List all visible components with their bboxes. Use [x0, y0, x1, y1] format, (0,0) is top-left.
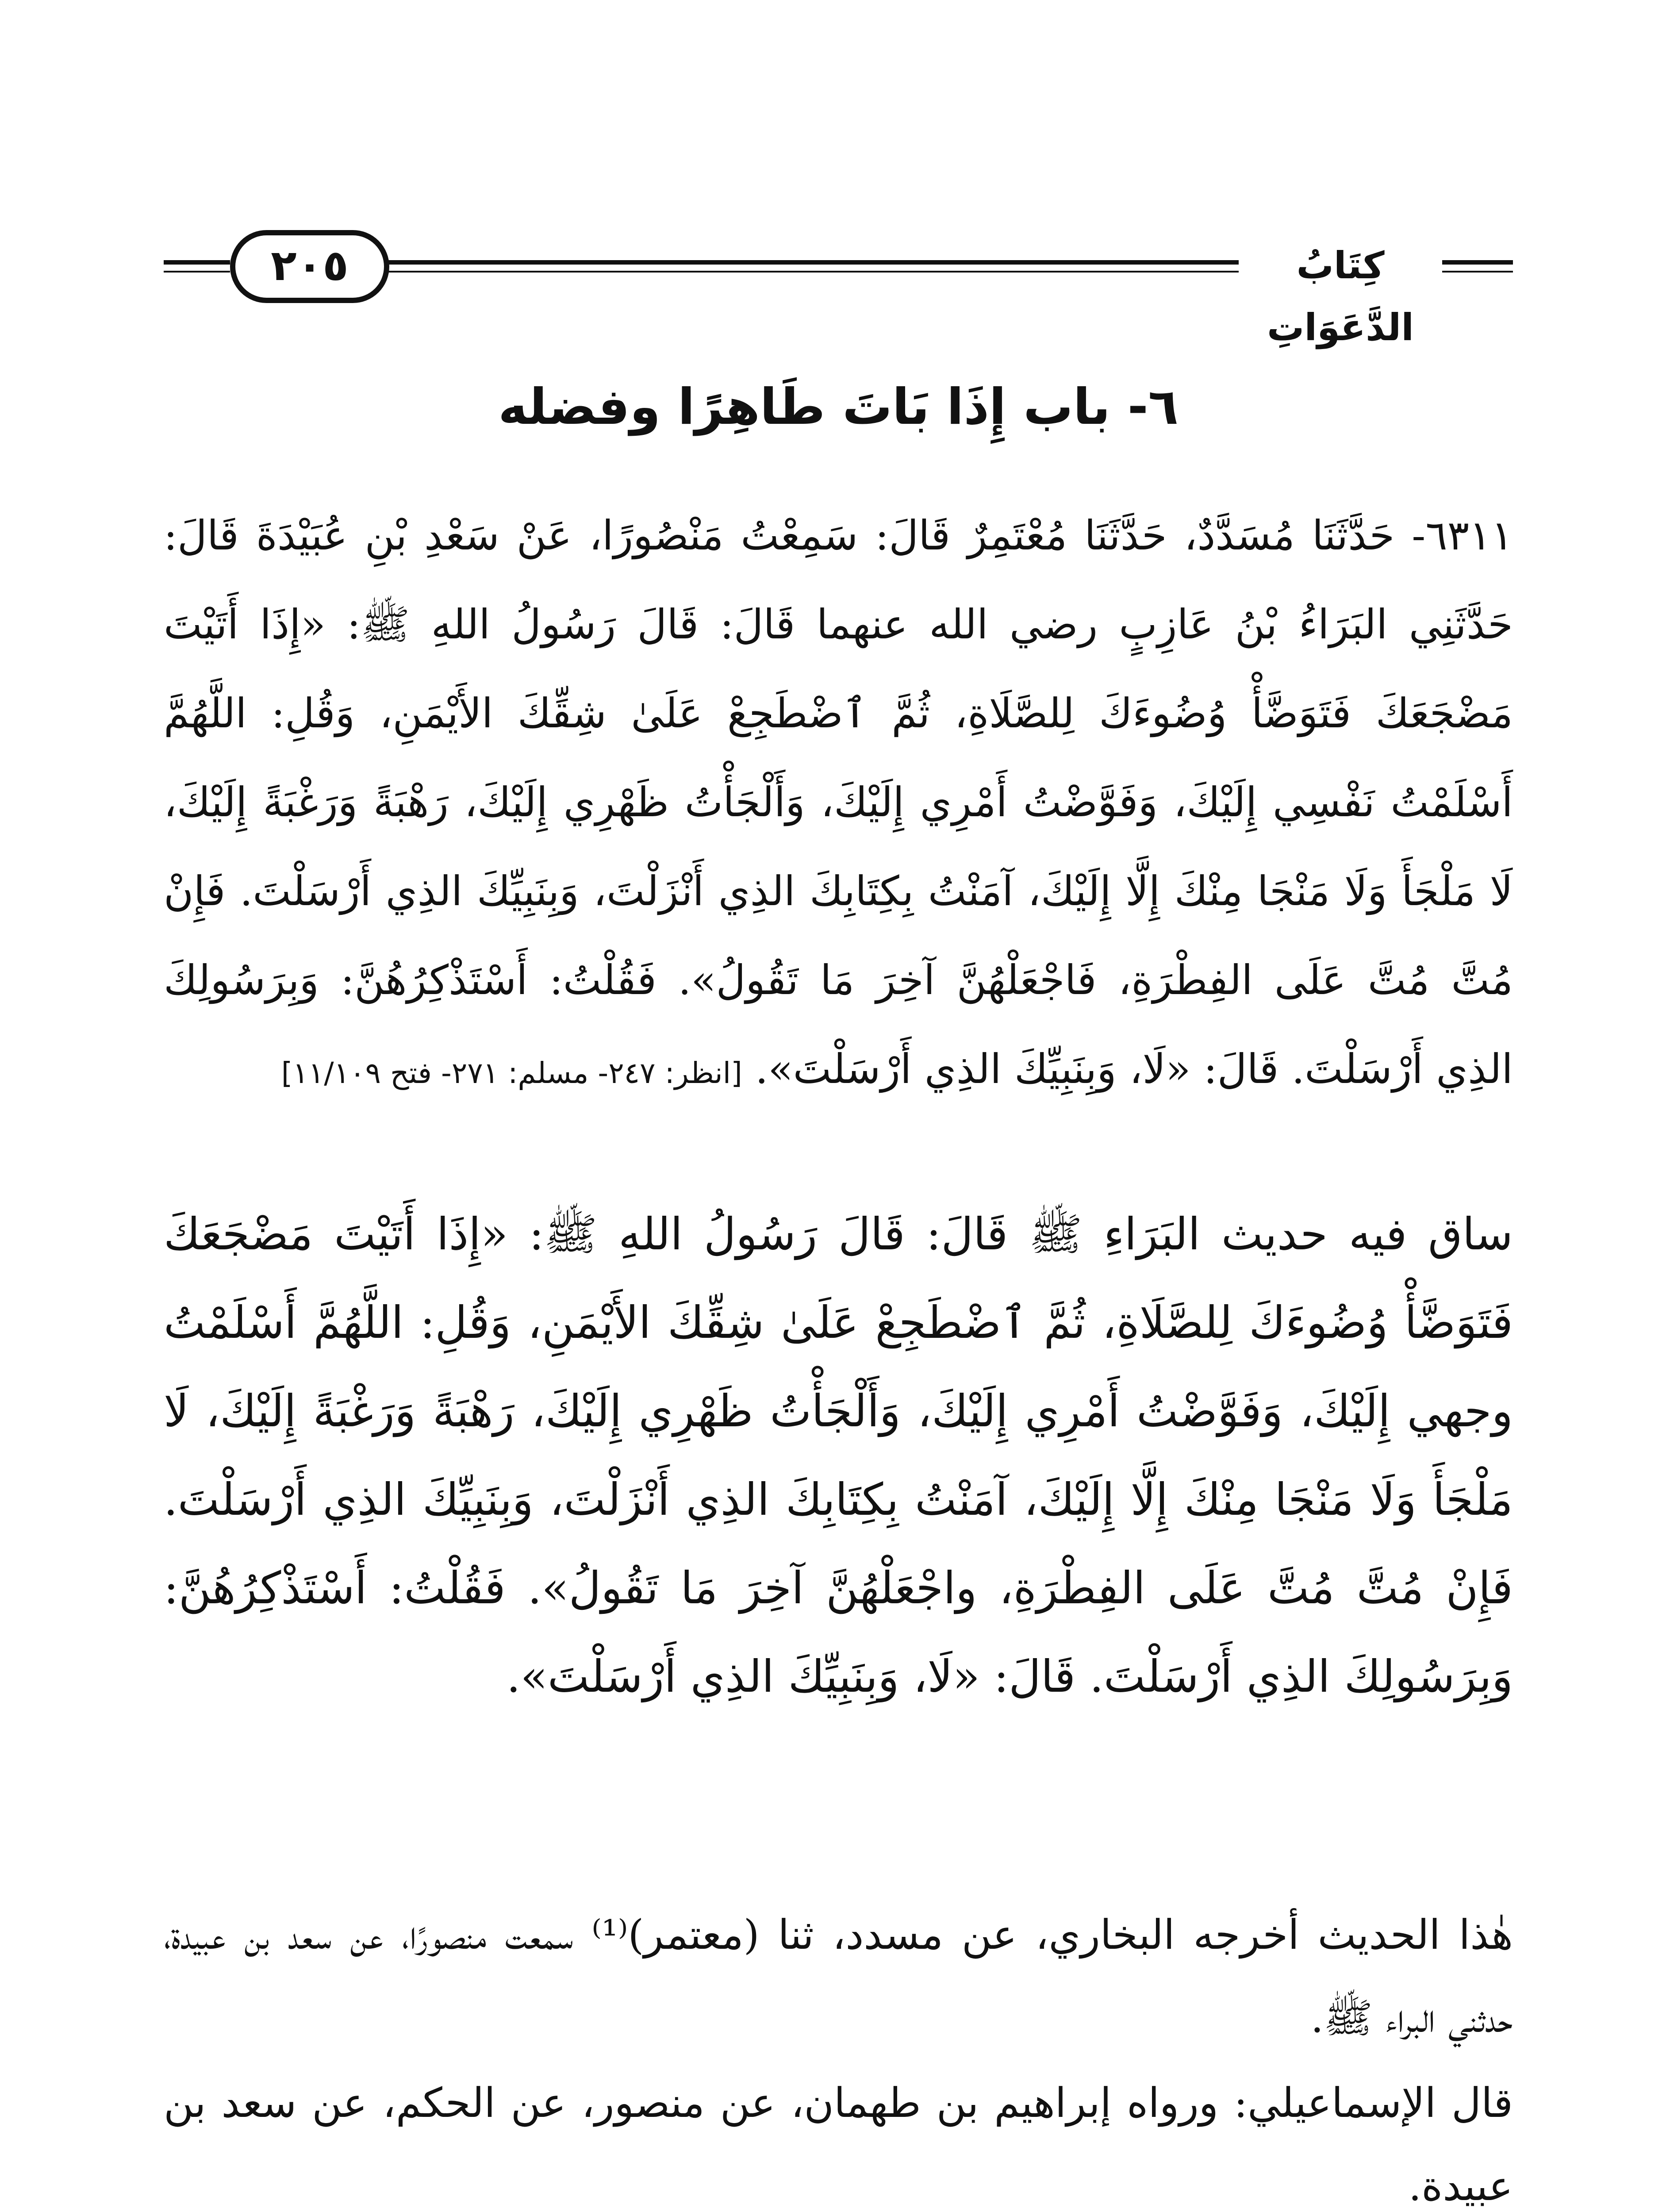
header-rule — [385, 271, 1239, 273]
chapter-title: ٦- باب إِذَا بَاتَ طَاهِرًا وفضله — [498, 378, 1179, 436]
header-rule — [1442, 271, 1513, 273]
commentary-paragraph: هٰذا الحديث أخرجه البخاري، عن مسدد، ثنا (معتمر)⁽¹⁾ سمعت منصورًا، عن سعد بن عبيدة، حدثني البراء ﷺ. — [164, 1911, 1513, 2042]
header-rule — [1442, 260, 1513, 265]
hadith-text-block — [164, 491, 1513, 1118]
header-rule — [164, 271, 230, 273]
page-header — [164, 230, 1513, 349]
hadith-text: ٦٣١١- حَدَّثَنَا مُسَدَّدٌ، حَدَّثَنَا مُعْتَمِرٌ قَالَ: سَمِعْتُ مَنْصُورًا، عَنْ سَعْدِ بْنِ عُبَيْدَةَ قَالَ: حَدَّثَنِي البَرَاءُ بْنُ عَازِبٍ رضي الله عنهما قَالَ: قَالَ رَسُولُ اللهِ ﷺ: «إِذَا أَتَيْتَ مَضْجَعَكَ فَتَوَضَّأْ وُضُوءَكَ لِلصَّلَاةِ، ثُمَّ ٱضْطَجِعْ عَلَىٰ شِقِّكَ الأَيْمَنِ، وَقُلِ: اللَّهُمَّ أَسْلَمْتُ نَفْسِي إِلَيْكَ، وَفَوَّضْتُ أَمْرِي إِلَيْكَ، وَأَلْجَأْتُ ظَهْرِي إِلَيْكَ، رَهْبَةً وَرَغْبَةً إِلَيْكَ، لَا مَلْجَأَ وَلَا مَنْجَا مِنْكَ إِلَّا إِلَيْكَ، آمَنْتُ بِكِتَابِكَ الذِي أَنْزَلْتَ، وَبِنَبِيِّكَ الذِي أَرْسَلْتَ. فَإِنْ مُتَّ مُتَّ عَلَى الفِطْرَةِ، فَاجْعَلْهُنَّ آخِرَ مَا تَقُولُ». فَقُلْتُ: أَسْتَذْكِرُهُنَّ: وَبِرَسُولِكَ الذِي أَرْسَلْتَ. قَالَ: «لَا، وَبِنَبِيِّكَ الذِي أَرْسَلْتَ». — [164, 512, 1513, 1093]
page-number: ٢٠٥ — [271, 241, 349, 290]
header-rule — [164, 260, 230, 265]
running-head: كِتَابُ الدَّعَوَاتِ — [1267, 244, 1414, 349]
header-rule — [385, 260, 1239, 265]
commentary-paragraph: قال الإسماعيلي: ورواه إبراهيم بن طهمان، عن منصور، عن الحكم، عن سعد بن عبيدة. — [164, 2079, 1513, 2210]
hadith-reference: [انظر: ٢٤٧- مسلم: ٢٧١- فتح ١١/١٠٩] — [281, 1056, 742, 1090]
commentary-paragraph: ساق فيه حديث البَرَاءِ ﷺ قَالَ: قَالَ رَسُولُ اللهِ ﷺ: «إِذَا أَتَيْتَ مَضْجَعَكَ فَتَوَضَّأْ وُضُوءَكَ لِلصَّلَاةِ، ثُمَّ ٱضْطَجِعْ عَلَىٰ شِقِّكَ الأَيْمَنِ، وَقُلِ: اللَّهُمَّ أَسْلَمْتُ وجهي إِلَيْكَ، وَفَوَّضْتُ أَمْرِي إِلَيْكَ، وَأَلْجَأْتُ ظَهْرِي إِلَيْكَ، رَهْبَةً وَرَغْبَةً إِلَيْكَ، لَا مَلْجَأَ وَلَا مَنْجَا مِنْكَ إِلَّا إِلَيْكَ، آمَنْتُ بِكِتَابِكَ الذِي أَنْزَلْتَ، وَبِنَبِيِّكَ الذِي أَرْسَلْتَ. فَإِنْ مُتَّ مُتَّ عَلَى الفِطْرَةِ، واجْعَلْهُنَّ آخِرَ مَا تَقُولُ». فَقُلْتُ: أَسْتَذْكِرُهُنَّ: وَبِرَسُولِكَ الذِي أَرْسَلْتَ. قَالَ: «لَا، وَبِنَبِيِّكَ الذِي أَرْسَلْتَ». — [164, 1208, 1513, 1702]
